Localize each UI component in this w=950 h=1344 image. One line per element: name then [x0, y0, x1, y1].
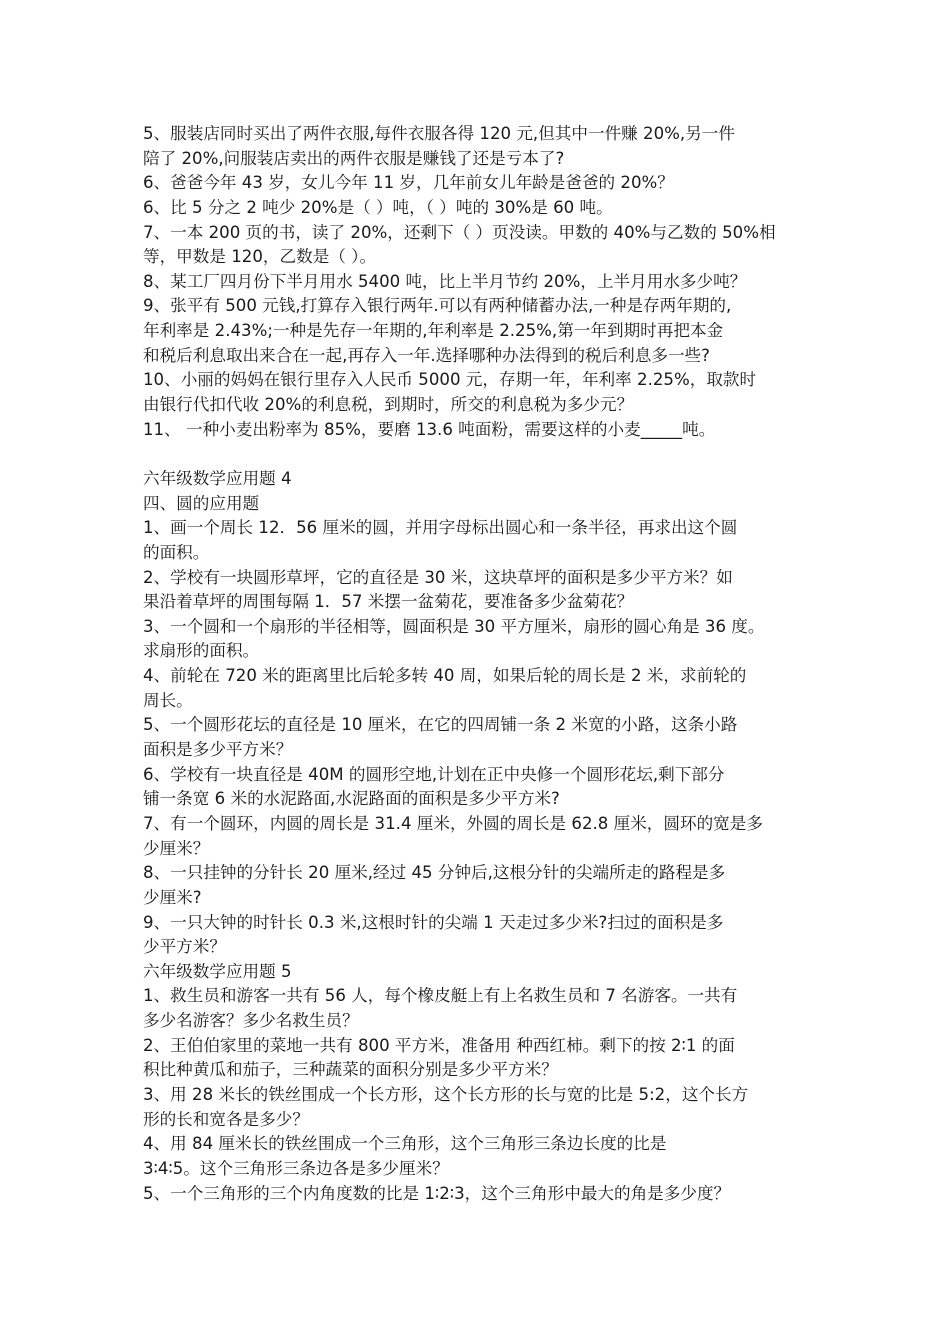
text-line: 周长。 [143, 690, 193, 710]
text-line: 2、王伯伯家里的菜地一共有 800 平方米，准备用 种西红柿。剩下的按 2∶1 的面 [143, 1035, 735, 1055]
document-page [143, 122, 833, 1206]
text-line: 6、比 5 分之 2 吨少 20%是（ ）吨，（ ）吨的 30%是 60 吨。 [143, 197, 613, 217]
text-line: 7、有一个圆环，内圆的周长是 31.4 厘米，外圆的周长是 62.8 厘米，圆环的宽是多 [143, 813, 763, 833]
text-line: 年利率是 2.43%;一种是先存一年期的,年利率是 2.25%,第一年到期时再把本金 [143, 321, 724, 341]
text-line: 面积是多少平方米？ [143, 740, 293, 760]
text-line: 少厘米？ [143, 838, 210, 858]
text-line: 多少名游客？多少名救生员？ [143, 1011, 359, 1031]
text-line: 形的长和宽各是多少？ [143, 1109, 309, 1129]
text-line: 5、一个三角形的三个内角度数的比是 1∶2∶3，这个三角形中最大的角是多少度？ [143, 1183, 731, 1203]
text-line: 少平方米？ [143, 937, 226, 957]
text-line: 3∶4∶5。这个三角形三条边各是多少厘米？ [143, 1158, 449, 1178]
text-line: 铺一条宽 6 米的水泥路面,水泥路面的面积是多少平方米? [143, 789, 560, 809]
text-line: 由银行代扣代收 20%的利息税，到期时，所交的利息税为多少元？ [143, 395, 634, 415]
text-line: 11、 一种小麦出粉率为 85%，要磨 13.6 吨面粉，需要这样的小麦_____吨。 [143, 419, 716, 439]
text-line: 和税后利息取出来合在一起,再存入一年.选择哪种办法得到的税后利息多一些? [143, 345, 710, 365]
text-line: 六年级数学应用题 5 [143, 961, 292, 981]
text-line: 3、一个圆和一个扇形的半径相等，圆面积是 30 平方厘米，扇形的圆心角是 36 度。 [143, 616, 765, 636]
text-line: 少厘米? [143, 887, 202, 907]
text-line: 的面积。 [143, 542, 210, 562]
text-line: 6、爸爸今年 43 岁，女儿今年 11 岁，几年前女儿年龄是爸爸的 20%？ [143, 173, 674, 193]
text-line: 8、一只挂钟的分针长 20 厘米,经过 45 分钟后,这根分针的尖端所走的路程是多 [143, 863, 726, 883]
text-line: 7、一本 200 页的书，读了 20%，还剩下（ ）页没读。甲数的 40%与乙数的 50%相 [143, 222, 776, 242]
text-line: 8、某工厂四月份下半月用水 5400 吨，比上半月节约 20%，上半月用水多少吨？ [143, 271, 747, 291]
text-line: 5、服装店同时买出了两件衣服,每件衣服各得 120 元,但其中一件赚 20%,另一件 [143, 124, 735, 143]
text-line: 积比种黄瓜和茄子，三种蔬菜的面积分别是多少平方米？ [143, 1060, 558, 1080]
text-line: 4、用 84 厘米长的铁丝围成一个三角形，这个三角形三条边长度的比是 [143, 1134, 667, 1154]
text-line: 1、救生员和游客一共有 56 人，每个橡皮艇上有上名救生员和 7 名游客。一共有 [143, 986, 738, 1006]
text-line: 1、画一个周长 12．56 厘米的圆，并用字母标出圆心和一条半径，再求出这个圆 [143, 518, 738, 538]
text-line: 2、学校有一块圆形草坪，它的直径是 30 米，这块草坪的面积是多少平方米？如 [143, 567, 733, 587]
text-line: 6、学校有一块直径是 40M 的圆形空地,计划在正中央修一个圆形花坛,剩下部分 [143, 764, 725, 784]
text-line: 3、用 28 米长的铁丝围成一个长方形，这个长方形的长与宽的比是 5:2，这个长方 [143, 1084, 749, 1104]
text-line: 求扇形的面积。 [143, 641, 260, 661]
text-line: 四、圆的应用题 [143, 493, 260, 513]
text-line: 5、一个圆形花坛的直径是 10 厘米，在它的四周铺一条 2 米宽的小路，这条小路 [143, 715, 738, 735]
text-line: 果沿着草坪的周围每隔 1．57 米摆一盆菊花，要准备多少盆菊花？ [143, 592, 634, 612]
text-line: 10、小丽的妈妈在银行里存入人民币 5000 元，存期一年，年利率 2.25%，取款时 [143, 370, 757, 390]
blank-line [143, 442, 833, 467]
text-line: 9、一只大钟的时针长 0.3 米,这根时针的尖端 1 天走过多少米?扫过的面积是多 [143, 912, 724, 932]
text-line: 4、前轮在 720 米的距离里比后轮多转 40 周，如果后轮的周长是 2 米，求前轮的 [143, 666, 747, 686]
text-line: 9、张平有 500 元钱,打算存入银行两年.可以有两种储蓄办法,一种是存两年期的, [143, 296, 732, 316]
text-line: 等，甲数是 120，乙数是（ ）。 [143, 247, 377, 267]
text-line: 陪了 20%,问服装店卖出的两件衣服是赚钱了还是亏本了? [143, 148, 565, 168]
text-line: 六年级数学应用题 4 [143, 468, 292, 488]
